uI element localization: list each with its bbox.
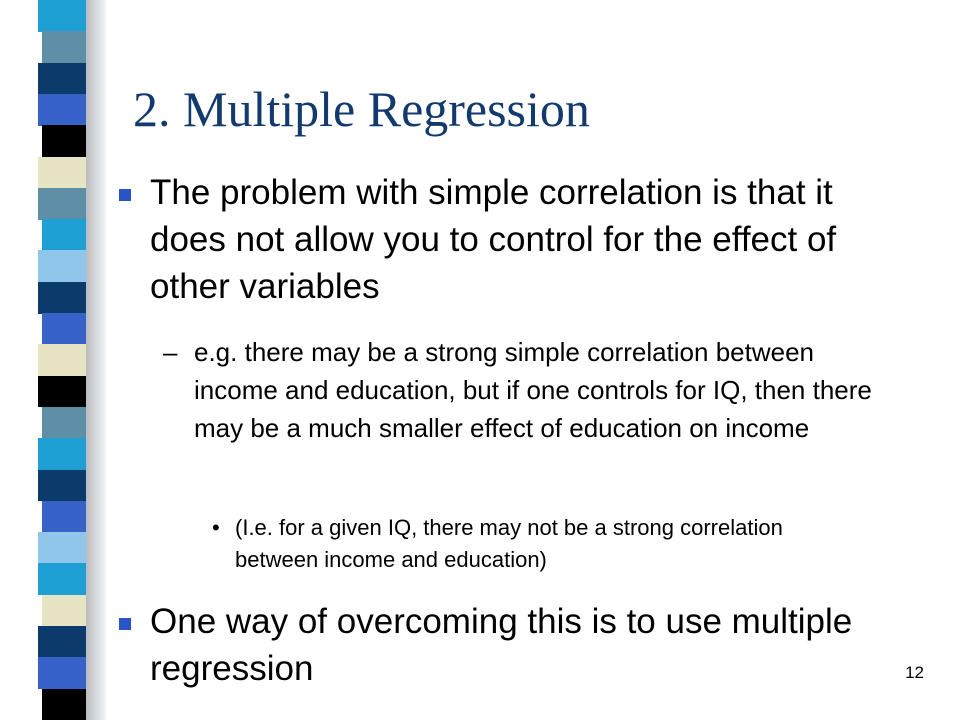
strip-block: [42, 595, 86, 627]
strip-block: [42, 501, 86, 533]
strip-block: [38, 0, 86, 32]
strip-block: [38, 344, 86, 376]
bullet-text-1: The problem with simple correlation is that it does not allow you to control for the effect of other variables: [150, 173, 837, 306]
strip-block: [42, 313, 86, 345]
strip-block: [42, 125, 86, 157]
bullet-square-icon: [119, 618, 131, 630]
bullet-square-icon: [119, 189, 131, 201]
strip-block: [42, 407, 86, 439]
strip-block: [38, 657, 86, 689]
strip-block: [42, 31, 86, 63]
strip-block: [42, 219, 86, 251]
sub-bullet-text: e.g. there may be a strong simple correlation between income and education, but if one controls for IQ, then there may be a much smaller effect of education on income: [194, 337, 872, 443]
dash-marker-icon: –: [163, 337, 178, 367]
strip-block: [38, 94, 86, 126]
strip-block: [38, 532, 86, 564]
dot-marker-icon: •: [212, 515, 220, 540]
decorative-side-strip: [0, 0, 108, 720]
strip-block: [38, 563, 86, 595]
strip-block: [38, 626, 86, 658]
sub-sub-bullet-text: (I.e. for a given IQ, there may not be a strong correlation between income and education): [235, 515, 783, 572]
strip-block: [38, 157, 86, 189]
bullet-text-2: One way of overcoming this is to use multiple regression: [150, 602, 853, 688]
strip-block: [38, 376, 86, 408]
strip-block: [38, 438, 86, 470]
strip-block: [38, 250, 86, 282]
strip-block: [38, 188, 86, 220]
strip-block: [42, 689, 86, 720]
strip-block: [38, 470, 86, 502]
strip-block: [38, 282, 86, 314]
strip-block: [38, 63, 86, 95]
strip-shadow: [86, 0, 108, 720]
page-number: 12: [905, 663, 924, 682]
strip-blocks: [38, 0, 86, 720]
slide-title: 2. Multiple Regression: [133, 81, 590, 137]
